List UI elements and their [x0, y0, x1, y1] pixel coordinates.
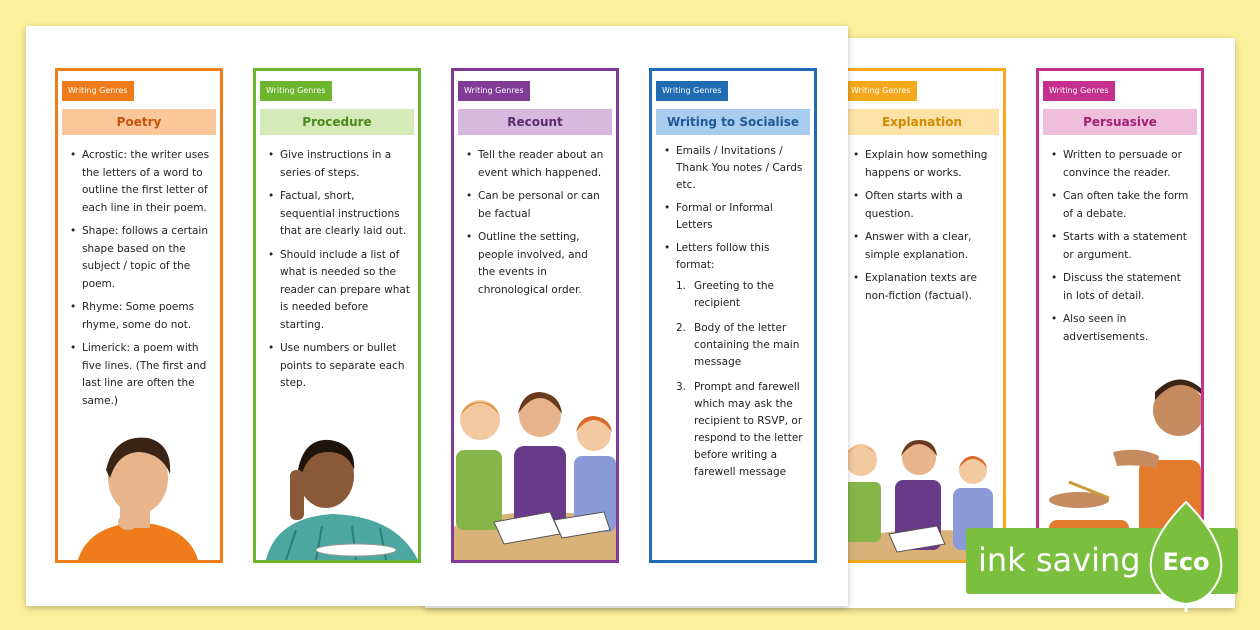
bullet-item: • Answer with a clear, simple explanation.	[853, 229, 995, 264]
bullet-item: • Can be personal or can be factual	[466, 188, 608, 223]
bullet-item: • Explanation texts are non-fiction (factual).	[853, 270, 995, 305]
numbered-step	[664, 278, 806, 312]
bullet-item: • Shape: follows a certain shape based on the subject / topic of the poem.	[70, 223, 212, 293]
bullet-item: • Tell the reader about an event which happened.	[466, 147, 608, 182]
numbered-step	[664, 379, 806, 481]
card-body	[1051, 147, 1193, 352]
thinking-boy-illustration	[58, 430, 220, 560]
card-body	[466, 147, 608, 305]
eco-leaf-label: Eco	[1162, 548, 1210, 576]
card-writing-to-socialise	[649, 68, 817, 563]
bullet-item: • Factual, short, sequential instructions that are clearly laid out.	[268, 188, 410, 241]
bullet-item: • Explain how something happens or works.	[853, 147, 995, 182]
bullet-item: • Should include a list of what is needed so the reader can prepare what is needed before starting.	[268, 247, 410, 335]
bullet-item: • Acrostic: the writer uses the letters of a word to outline the first letter of each line in their poem.	[70, 147, 212, 217]
card-procedure	[253, 68, 421, 563]
bullet-item: • Rhyme: Some poems rhyme, some do not.	[70, 299, 212, 334]
card-title: Explanation	[845, 109, 999, 135]
step-text: Body of the letter containing the main message	[694, 322, 800, 368]
bullet-item: • Can often take the form of a debate.	[1051, 188, 1193, 223]
bullet-item: • Formal or Informal Letters	[664, 200, 806, 234]
card-explanation	[838, 68, 1006, 563]
card-body	[664, 143, 806, 489]
eco-leaf-icon	[1144, 500, 1228, 612]
bullet-item: • Limerick: a poem with five lines. (The first and last line are often the same.)	[70, 340, 212, 410]
bullet-item: • Discuss the statement in lots of detail.	[1051, 270, 1193, 305]
bullet-item: • Emails / Invitations / Thank You notes / Cards etc.	[664, 143, 806, 194]
card-tag: Writing Genres	[1043, 81, 1115, 101]
bullet-item: • Give instructions in a series of steps.	[268, 147, 410, 182]
bullet-item: • Starts with a statement or argument.	[1051, 229, 1193, 264]
step-text: Prompt and farewell which may ask the recipient to RSVP, or respond to the letter before writing a farewell message	[694, 381, 803, 478]
card-body	[853, 147, 995, 311]
bullet-item: • Outline the setting, people involved, and the events in chronological order.	[466, 229, 608, 299]
numbered-step	[664, 320, 806, 371]
card-title: Writing to Socialise	[656, 109, 810, 135]
bullet-item: • Often starts with a question.	[853, 188, 995, 223]
card-body	[70, 147, 212, 416]
card-title: Poetry	[62, 109, 216, 135]
ink-saving-label: ink saving	[978, 541, 1141, 579]
card-persuasive	[1036, 68, 1204, 563]
card-title: Procedure	[260, 109, 414, 135]
ink-saving-eco-badge	[966, 528, 1238, 594]
boy-writing-illustration	[256, 430, 418, 560]
bullet-item: • Use numbers or bullet points to separate each step.	[268, 340, 410, 393]
card-title: Persuasive	[1043, 109, 1197, 135]
bullet-item: • Written to persuade or convince the reader.	[1051, 147, 1193, 182]
card-poetry	[55, 68, 223, 563]
bullet-item: • Also seen in advertisements.	[1051, 311, 1193, 346]
bullet-item: • Letters follow this format:	[664, 240, 806, 274]
card-tag: Writing Genres	[62, 81, 134, 101]
students-group-illustration	[454, 370, 616, 560]
card-title: Recount	[458, 109, 612, 135]
card-tag: Writing Genres	[458, 81, 530, 101]
card-body	[268, 147, 410, 399]
card-tag: Writing Genres	[260, 81, 332, 101]
card-tag: Writing Genres	[656, 81, 728, 101]
card-tag: Writing Genres	[845, 81, 917, 101]
card-recount	[451, 68, 619, 563]
step-text: Greeting to the recipient	[694, 280, 774, 309]
